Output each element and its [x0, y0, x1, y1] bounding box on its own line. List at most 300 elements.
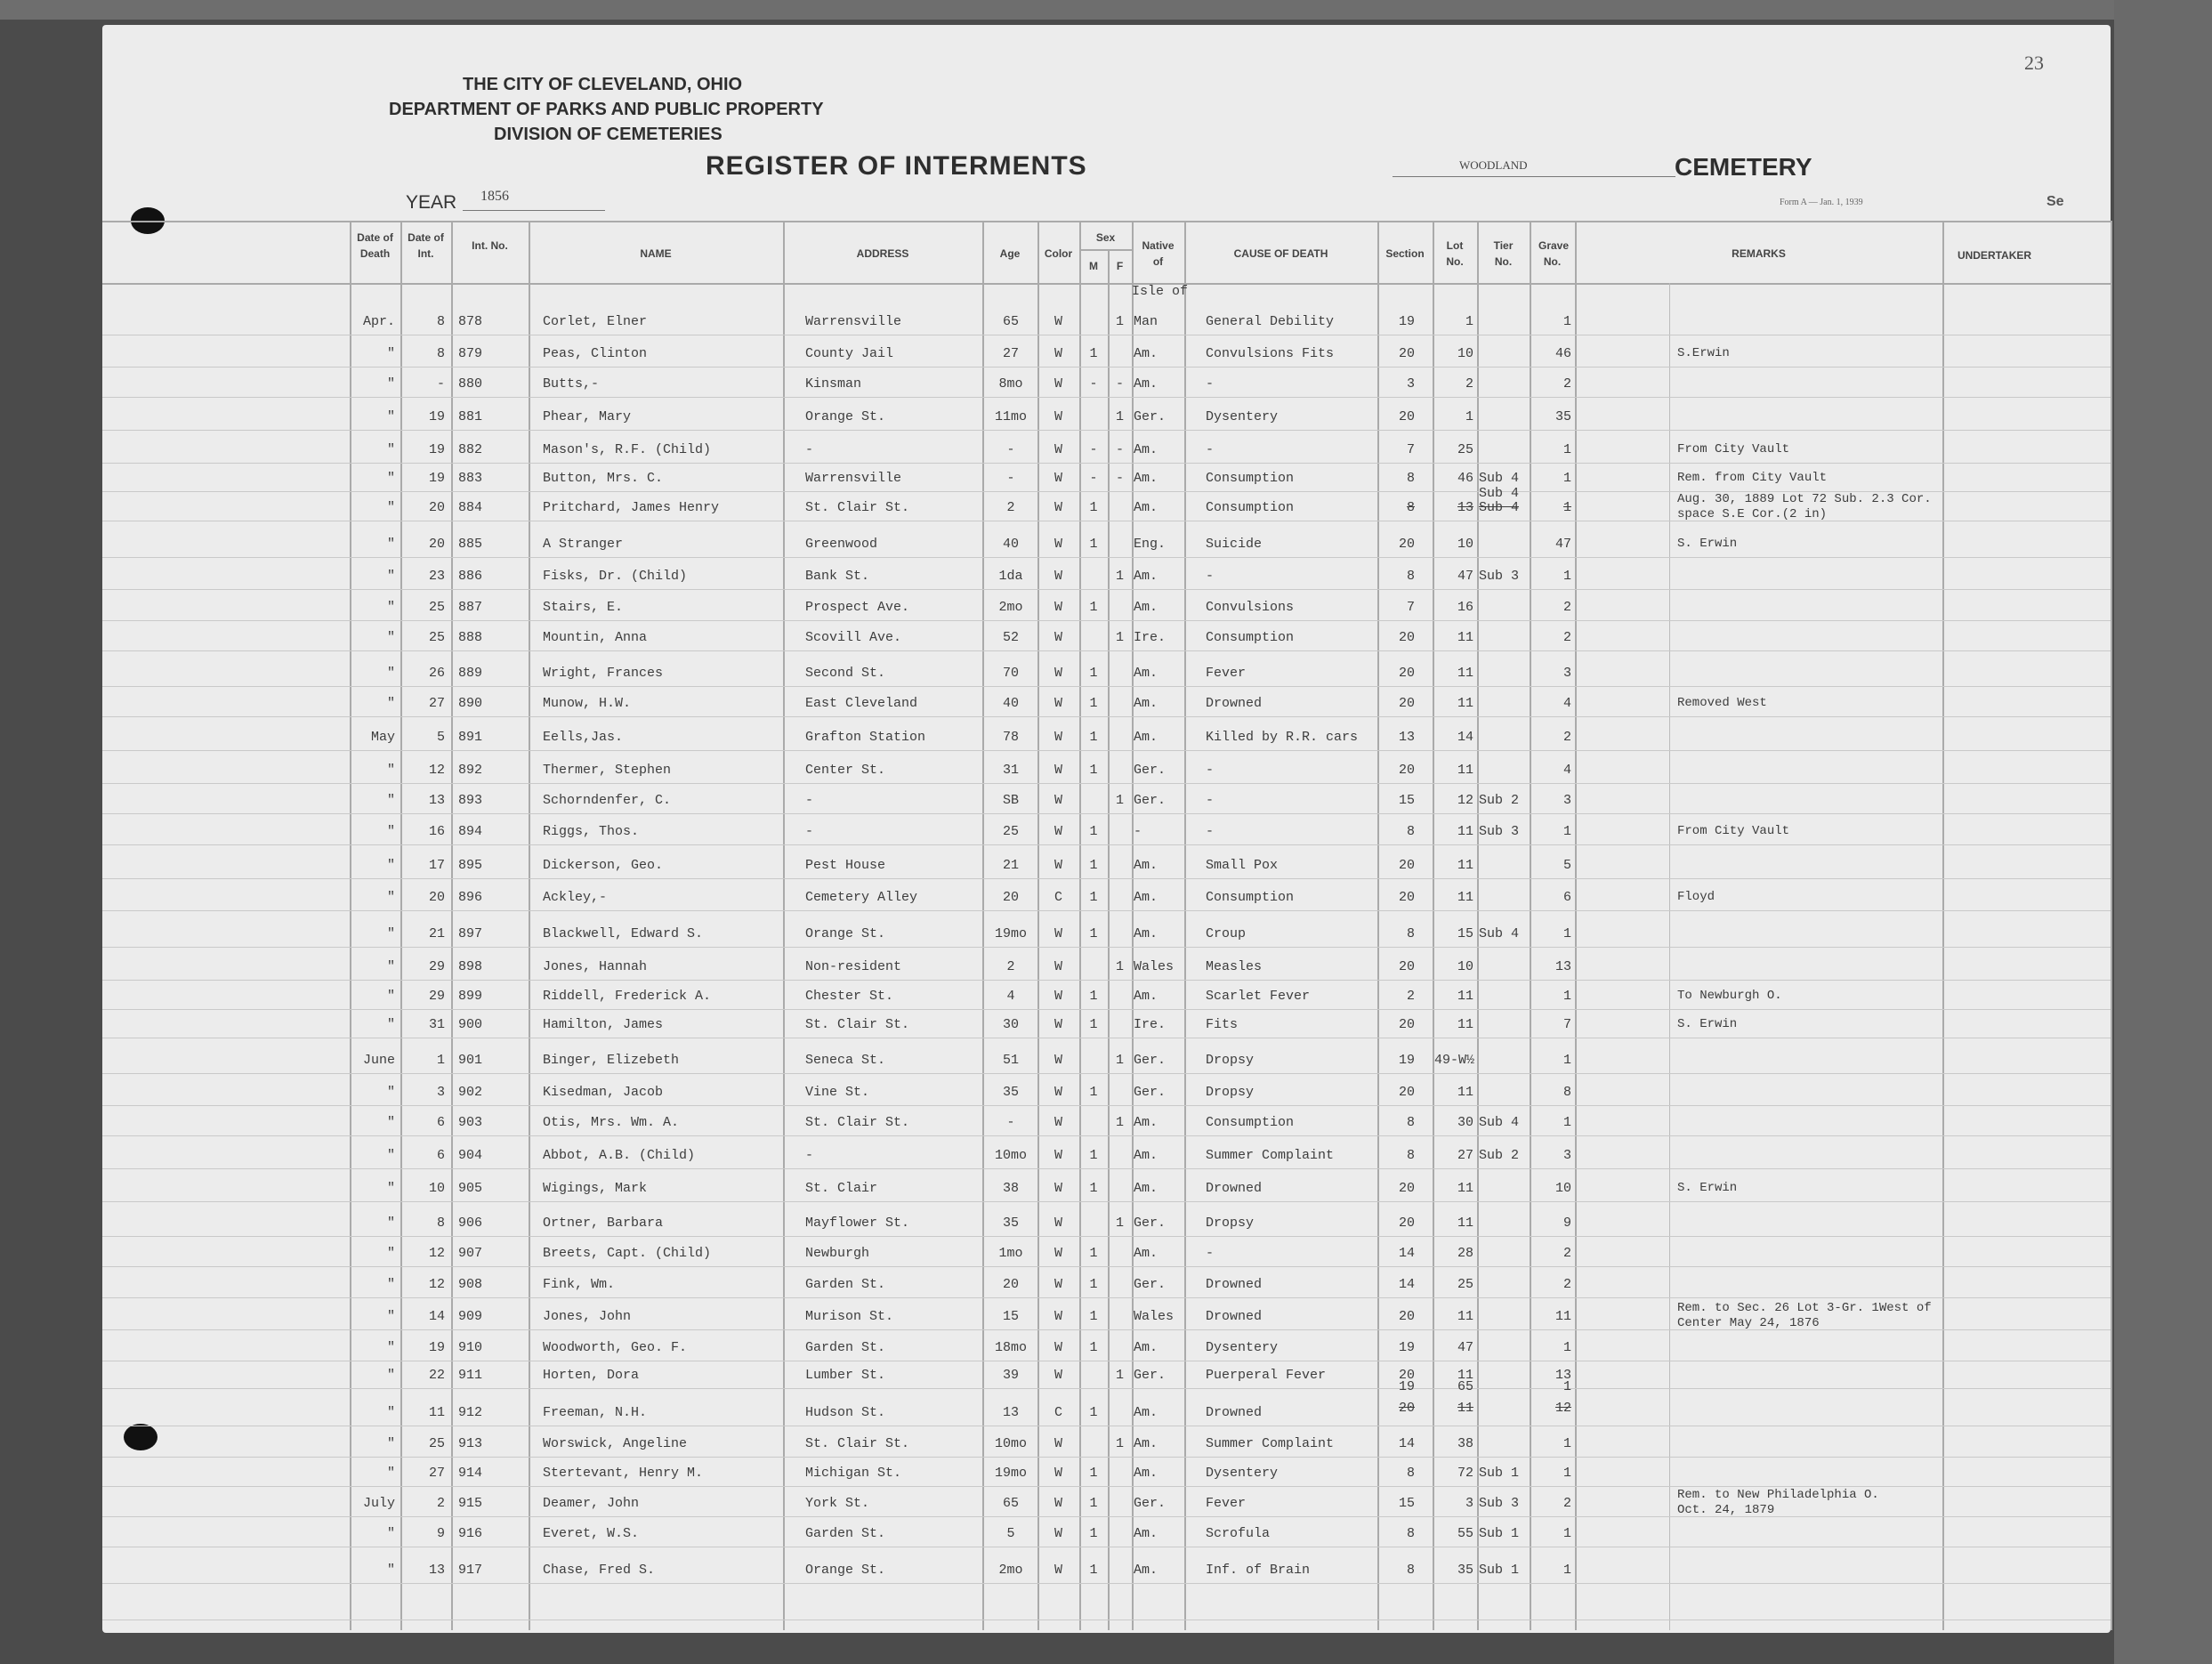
cell-color: W — [1054, 1563, 1062, 1578]
cell-lot-no: 11 — [1457, 1368, 1473, 1383]
cell-day: 12 — [428, 763, 445, 778]
row-rule — [102, 716, 2111, 717]
cell-color: W — [1054, 763, 1062, 778]
cell-month: " — [386, 1085, 395, 1100]
cell-day: 20 — [428, 500, 445, 515]
cell-day: 13 — [428, 793, 445, 808]
cell-age: 4 — [1006, 989, 1015, 1004]
cell-native-of: Am. — [1134, 346, 1158, 361]
row-rule — [102, 910, 2111, 911]
cell-age: 70 — [1002, 666, 1019, 681]
table-top-rule — [102, 221, 2111, 222]
cell-sex-f: 1 — [1115, 1115, 1124, 1130]
cell-day: 12 — [428, 1277, 445, 1292]
cell-int-no: 909 — [458, 1309, 483, 1324]
cell-age: 18mo — [994, 1340, 1027, 1355]
cell-lot-no: 47 — [1457, 569, 1473, 584]
cell-day: 19 — [428, 409, 445, 424]
cell-day: 8 — [436, 346, 445, 361]
cell-name: Worswick, Angeline — [543, 1436, 688, 1451]
cell-native-of: Am. — [1134, 442, 1158, 457]
cell-lot-no: 16 — [1457, 600, 1473, 615]
cell-section: 20 — [1398, 1085, 1415, 1100]
cell-month: " — [386, 926, 395, 941]
cell-int-no: 912 — [458, 1405, 483, 1420]
cell-native-of: Wales — [1134, 1309, 1175, 1324]
cell-cause: - — [1206, 442, 1215, 457]
cell-name: Butts,- — [543, 376, 600, 392]
cell-grave-no: 1 — [1562, 569, 1571, 584]
cell-sex-f: - — [1115, 471, 1124, 486]
cell-address: Seneca St. — [805, 1053, 886, 1068]
cell-color: W — [1054, 442, 1062, 457]
cell-address: Mayflower St. — [805, 1216, 910, 1231]
cell-native-of: Am. — [1134, 1526, 1158, 1541]
cell-int-no: 913 — [458, 1436, 483, 1451]
cell-tier-no: Sub 2 — [1479, 1148, 1520, 1163]
remarks-line: S. Erwin — [1677, 1017, 1738, 1031]
cell-grave-no: 1 — [1562, 1466, 1571, 1481]
cell-lot-no: 11 — [1457, 630, 1473, 645]
cell-day: 2 — [436, 1496, 445, 1511]
cell-remarks — [1677, 471, 1827, 486]
cell-grave-no: 2 — [1562, 600, 1571, 615]
cell-address: Newburgh — [805, 1246, 870, 1261]
cell-sex-f: 1 — [1115, 1436, 1124, 1451]
cell-address: East Cleveland — [805, 696, 918, 711]
cell-name: Binger, Elizebeth — [543, 1053, 680, 1068]
cell-cause: Consumption — [1206, 890, 1295, 905]
cell-month: May — [370, 730, 395, 745]
cell-native-of: Am. — [1134, 1246, 1158, 1261]
cell-section: 20 — [1398, 1216, 1415, 1231]
cell-name: Jones, John — [543, 1309, 632, 1324]
cell-lot-no: 11 — [1457, 696, 1473, 711]
cell-month: " — [386, 1436, 395, 1451]
cell-cause: Drowned — [1206, 1309, 1263, 1324]
cell-age: 40 — [1002, 696, 1019, 711]
cell-address: County Jail — [805, 346, 894, 361]
cell-color: W — [1054, 1436, 1062, 1451]
cell-color: W — [1054, 630, 1062, 645]
cell-lot-correction: 65 — [1457, 1379, 1473, 1394]
cell-day: 19 — [428, 471, 445, 486]
cell-tier-no: Sub 4 — [1479, 1115, 1520, 1130]
remarks-line: S. Erwin — [1677, 1181, 1738, 1195]
cell-native-of: Ger. — [1134, 793, 1167, 808]
cell-color: W — [1054, 346, 1062, 361]
cell-address: Michigan St. — [805, 1466, 902, 1481]
cell-section: 19 — [1398, 1340, 1415, 1355]
cell-int-no: 907 — [458, 1246, 483, 1261]
column-divider — [350, 221, 351, 1630]
cell-day: 23 — [428, 569, 445, 584]
cell-lot-no: 11 — [1457, 666, 1473, 681]
cell-color: W — [1054, 1246, 1062, 1261]
cell-cause: Drowned — [1206, 1277, 1263, 1292]
cell-day: 14 — [428, 1309, 445, 1324]
cell-day: 31 — [428, 1017, 445, 1032]
cell-lot-no: 27 — [1457, 1148, 1473, 1163]
cell-name: Kisedman, Jacob — [543, 1085, 664, 1100]
cell-int-no: 888 — [458, 630, 483, 645]
cell-cause: Summer Complaint — [1206, 1436, 1335, 1451]
cell-day: 25 — [428, 600, 445, 615]
cell-lot-no: 11 — [1457, 1216, 1473, 1231]
cell-sex-m: - — [1089, 471, 1098, 486]
year-label: YEAR — [406, 192, 457, 213]
cell-address: Vine St. — [805, 1085, 870, 1100]
cell-native-of: Am. — [1134, 1436, 1158, 1451]
cell-name: Wright, Frances — [543, 666, 664, 681]
cell-sex-f: 1 — [1115, 630, 1124, 645]
cell-int-no: 905 — [458, 1181, 483, 1196]
remarks-line-2: Center May 24, 1876 — [1677, 1316, 1820, 1330]
cell-int-no: 891 — [458, 730, 483, 745]
cell-lot-no: 55 — [1457, 1526, 1473, 1541]
cell-month: " — [386, 1405, 395, 1420]
cell-lot-no: 3 — [1465, 1496, 1473, 1511]
cell-address: Orange St. — [805, 1563, 886, 1578]
cell-lot-no: 13 — [1457, 500, 1473, 515]
header-sex-f: F — [1116, 260, 1124, 272]
cell-month: " — [386, 1246, 395, 1261]
cell-address: Prospect Ave. — [805, 600, 910, 615]
cell-month: " — [386, 1115, 395, 1130]
cell-name: Everet, W.S. — [543, 1526, 640, 1541]
cell-int-no: 911 — [458, 1368, 483, 1383]
cell-grave-no: 11 — [1554, 1309, 1571, 1324]
cell-age: 1mo — [998, 1246, 1023, 1261]
cell-native-of: Am. — [1134, 1181, 1158, 1196]
cell-native-of: Am. — [1134, 1563, 1158, 1578]
cell-section: 19 — [1398, 314, 1415, 329]
cell-int-no: 886 — [458, 569, 483, 584]
cell-month: " — [386, 1148, 395, 1163]
cell-age: - — [1006, 471, 1015, 486]
cell-name: Abbot, A.B. (Child) — [543, 1148, 696, 1163]
cell-address: Warrensville — [805, 314, 902, 329]
cell-color: W — [1054, 1148, 1062, 1163]
cell-cause: Consumption — [1206, 500, 1295, 515]
cell-name: A Stranger — [543, 537, 624, 552]
cell-sex-m: 1 — [1089, 1309, 1098, 1324]
cell-section: 8 — [1406, 1115, 1415, 1130]
cell-remarks — [1677, 346, 1730, 361]
row-rule — [102, 813, 2111, 814]
cell-age: 5 — [1006, 1526, 1015, 1541]
cell-grave-no: 46 — [1554, 346, 1571, 361]
cell-month: " — [386, 1368, 395, 1383]
cell-grave-no: 3 — [1562, 666, 1571, 681]
cell-day: 10 — [428, 1181, 445, 1196]
cell-grave-no: 2 — [1562, 1246, 1571, 1261]
cell-section-correction: 19 — [1398, 1379, 1415, 1394]
cell-section: 20 — [1398, 1368, 1415, 1383]
cell-int-no: 895 — [458, 858, 483, 873]
cell-color: W — [1054, 793, 1062, 808]
year-underline — [463, 210, 605, 211]
cell-lot-no: 30 — [1457, 1115, 1473, 1130]
cell-month: " — [386, 858, 395, 873]
cell-lot-no: 11 — [1457, 1017, 1473, 1032]
cell-day: 25 — [428, 1436, 445, 1451]
cell-cause: Convulsions — [1206, 600, 1295, 615]
cell-sex-m: 1 — [1089, 1340, 1098, 1355]
row-rule — [102, 1135, 2111, 1136]
cell-cause: Dropsy — [1206, 1216, 1255, 1231]
cell-grave-no: 3 — [1562, 793, 1571, 808]
cell-section: 20 — [1398, 1401, 1415, 1416]
cell-address: Lumber St. — [805, 1368, 886, 1383]
cell-month: " — [386, 1017, 395, 1032]
cell-section: 20 — [1398, 858, 1415, 873]
cell-age: 11mo — [994, 409, 1027, 424]
cell-grave-no: 1 — [1562, 1340, 1571, 1355]
cell-name: Pritchard, James Henry — [543, 500, 720, 515]
header-bottom-rule — [102, 283, 2111, 285]
cell-sex-m: 1 — [1089, 989, 1098, 1004]
cell-name: Fink, Wm. — [543, 1277, 616, 1292]
cell-name: Stairs, E. — [543, 600, 624, 615]
cell-name: Ortner, Barbara — [543, 1216, 664, 1231]
header-age: Age — [999, 247, 1021, 260]
row-rule — [102, 1266, 2111, 1267]
cell-name: Fisks, Dr. (Child) — [543, 569, 688, 584]
cell-name: Jones, Hannah — [543, 959, 648, 974]
cell-native-of: Am. — [1134, 989, 1158, 1004]
cell-day: 8 — [436, 314, 445, 329]
cell-grave-correction: 1 — [1562, 1379, 1571, 1394]
cell-native-of: Am. — [1134, 696, 1158, 711]
cell-sex-m: 1 — [1089, 890, 1098, 905]
cell-int-no: 879 — [458, 346, 483, 361]
cell-sex-m: 1 — [1089, 763, 1098, 778]
cell-name: Chase, Fred S. — [543, 1563, 656, 1578]
cell-native-of: Am. — [1134, 600, 1158, 615]
cell-day: 20 — [428, 890, 445, 905]
cell-cause: Fever — [1206, 1496, 1247, 1511]
cell-int-no: 906 — [458, 1216, 483, 1231]
cell-grave-no: 1 — [1562, 442, 1571, 457]
binder-top-edge — [0, 0, 2212, 20]
cell-month: " — [386, 1563, 395, 1578]
binder-right-edge — [2114, 0, 2212, 1664]
cell-grave-no: 1 — [1562, 471, 1571, 486]
cell-color: W — [1054, 409, 1062, 424]
row-rule — [102, 589, 2111, 590]
cell-section: 8 — [1406, 569, 1415, 584]
row-rule — [102, 620, 2111, 621]
cell-month: " — [386, 1277, 395, 1292]
header-remarks: REMARKS — [1732, 247, 1786, 260]
cell-native-of: Am. — [1134, 569, 1158, 584]
cell-section: 8 — [1406, 471, 1415, 486]
cell-color: W — [1054, 824, 1062, 839]
cell-age: 1da — [998, 569, 1023, 584]
cell-native-of: Ger. — [1134, 763, 1167, 778]
row-rule — [102, 1201, 2111, 1202]
cell-day: 27 — [428, 696, 445, 711]
cell-section: 7 — [1406, 442, 1415, 457]
cell-grave-no: 8 — [1562, 1085, 1571, 1100]
cell-grave-no: 1 — [1562, 1563, 1571, 1578]
header-address: ADDRESS — [856, 247, 909, 260]
cell-address: - — [805, 1148, 814, 1163]
cell-lot-no: 11 — [1457, 858, 1473, 873]
cell-name: Munow, H.W. — [543, 696, 632, 711]
cell-age: 27 — [1002, 346, 1019, 361]
cell-sex-f: - — [1115, 442, 1124, 457]
cell-section: 20 — [1398, 409, 1415, 424]
cell-native-of: Am. — [1134, 730, 1158, 745]
cell-name: Riggs, Thos. — [543, 824, 640, 839]
cell-native-of: Am. — [1134, 1466, 1158, 1481]
cell-cause: Dropsy — [1206, 1053, 1255, 1068]
header-date-of-death: Date of Death — [357, 231, 393, 260]
cell-tier-no: Sub 4 — [1479, 471, 1520, 486]
cell-lot-no: 47 — [1457, 1340, 1473, 1355]
cell-sex-m: 1 — [1089, 537, 1098, 552]
cell-remarks — [1677, 537, 1737, 552]
cell-section: 8 — [1406, 1526, 1415, 1541]
cell-int-no: 883 — [458, 471, 483, 486]
column-divider — [1530, 221, 1531, 1630]
cell-month: " — [386, 376, 395, 392]
cell-section: 15 — [1398, 1496, 1415, 1511]
cell-int-no: 878 — [458, 314, 483, 329]
cell-native-of: Am. — [1134, 858, 1158, 873]
cell-color: W — [1054, 1085, 1062, 1100]
cell-remarks — [1677, 696, 1767, 711]
cell-address: Bank St. — [805, 569, 870, 584]
cell-int-no: 885 — [458, 537, 483, 552]
cell-lot-no: 11 — [1457, 890, 1473, 905]
cell-address: Non-resident — [805, 959, 902, 974]
cell-address: Hudson St. — [805, 1405, 886, 1420]
cell-sex-m: 1 — [1089, 500, 1098, 515]
cemetery-label: CEMETERY — [1675, 153, 1812, 181]
cell-day: 11 — [428, 1405, 445, 1420]
cell-int-no: 904 — [458, 1148, 483, 1163]
cell-name: Dickerson, Geo. — [543, 858, 664, 873]
cell-age: 31 — [1002, 763, 1019, 778]
cell-lot-no: 11 — [1457, 1085, 1473, 1100]
cell-grave-no: 47 — [1554, 537, 1571, 552]
cell-month: " — [386, 824, 395, 839]
header-sex-m: M — [1089, 260, 1098, 272]
cell-age: 51 — [1002, 1053, 1019, 1068]
cell-section: 2 — [1406, 989, 1415, 1004]
cell-month: " — [386, 763, 395, 778]
cell-cause: Summer Complaint — [1206, 1148, 1335, 1163]
cell-cause: Fever — [1206, 666, 1247, 681]
cell-cause: Drowned — [1206, 1405, 1263, 1420]
native-note: Isle of — [1132, 284, 1189, 299]
cell-int-no: 892 — [458, 763, 483, 778]
cell-address: Garden St. — [805, 1526, 886, 1541]
cell-color: W — [1054, 1466, 1062, 1481]
cell-day: 16 — [428, 824, 445, 839]
cell-age: 10mo — [994, 1436, 1027, 1451]
cell-int-no: 914 — [458, 1466, 483, 1481]
cell-grave-no: 13 — [1554, 959, 1571, 974]
cell-section: 20 — [1398, 666, 1415, 681]
cell-sex-m: 1 — [1089, 1181, 1098, 1196]
cell-section: 13 — [1398, 730, 1415, 745]
cell-grave-no: 9 — [1562, 1216, 1571, 1231]
header-undertaker: UNDERTAKER — [1957, 249, 2032, 262]
cell-day: 17 — [428, 858, 445, 873]
cell-cause: Scrofula — [1206, 1526, 1271, 1541]
row-rule — [102, 1105, 2111, 1106]
cell-day: 9 — [436, 1526, 445, 1541]
cell-day: 21 — [428, 926, 445, 941]
cell-section: 15 — [1398, 793, 1415, 808]
cell-native-of: Am. — [1134, 1148, 1158, 1163]
cell-sex-m: 1 — [1089, 600, 1098, 615]
cell-grave-no: 1 — [1562, 1115, 1571, 1130]
cell-section: 14 — [1398, 1277, 1415, 1292]
cell-lot-no: 25 — [1457, 442, 1473, 457]
cell-lot-no: 15 — [1457, 926, 1473, 941]
cell-cause: General Debility — [1206, 314, 1335, 329]
remarks-line-2: space S.E Cor.(2 in) — [1677, 507, 1828, 521]
remarks-line: From City Vault — [1677, 442, 1790, 456]
cell-section: 8 — [1406, 500, 1415, 515]
cell-month: " — [386, 600, 395, 615]
cell-day: 25 — [428, 630, 445, 645]
header-color: Color — [1044, 247, 1073, 260]
cell-cause: Dysentery — [1206, 1340, 1279, 1355]
cell-month: July — [362, 1496, 395, 1511]
row-rule — [102, 650, 2111, 651]
cell-month: " — [386, 1466, 395, 1481]
cell-age: 25 — [1002, 824, 1019, 839]
remarks-subdivider — [1669, 283, 1670, 1630]
cell-address: St. Clair St. — [805, 1436, 910, 1451]
cell-color: W — [1054, 730, 1062, 745]
cell-month: " — [386, 471, 395, 486]
cell-color: W — [1054, 989, 1062, 1004]
cell-sex-m: 1 — [1089, 1148, 1098, 1163]
cell-lot-no: 28 — [1457, 1246, 1473, 1261]
cell-lot-no: 49-W½ — [1434, 1053, 1475, 1068]
cell-day: 19 — [428, 1340, 445, 1355]
cell-native-of: Am. — [1134, 1115, 1158, 1130]
cell-name: Breets, Capt. (Child) — [543, 1246, 712, 1261]
cell-lot-no: 1 — [1465, 314, 1473, 329]
cell-month: " — [386, 346, 395, 361]
cell-sex-f: - — [1115, 376, 1124, 392]
cell-lot-no: 11 — [1457, 763, 1473, 778]
cell-color: W — [1054, 1017, 1062, 1032]
cell-age: 21 — [1002, 858, 1019, 873]
cell-color: W — [1054, 500, 1062, 515]
cell-grave-no: 2 — [1562, 730, 1571, 745]
remarks-line: Aug. 30, 1889 Lot 72 Sub. 2.3 Cor. — [1677, 492, 1932, 506]
cell-remarks — [1677, 890, 1715, 905]
cell-lot-no: 25 — [1457, 1277, 1473, 1292]
row-rule — [102, 1073, 2111, 1074]
cell-age: 30 — [1002, 1017, 1019, 1032]
cell-cause: Consumption — [1206, 630, 1295, 645]
cell-int-no: 889 — [458, 666, 483, 681]
cell-grave-no: 1 — [1562, 1436, 1571, 1451]
cell-native-of: Am. — [1134, 1340, 1158, 1355]
cell-name: Stertevant, Henry M. — [543, 1466, 704, 1481]
cell-cause: Drowned — [1206, 696, 1263, 711]
